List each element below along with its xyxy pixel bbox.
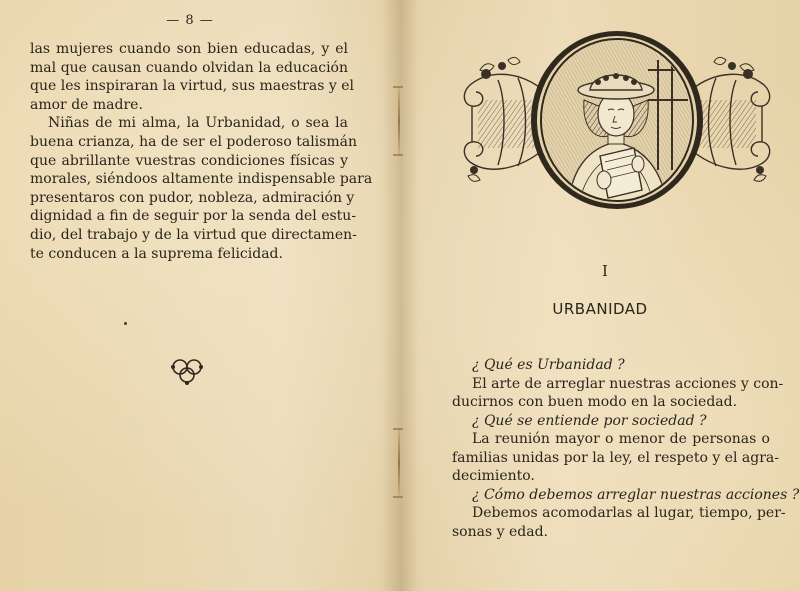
text-line: presentaros con pudor, nobleza, admiración y: [30, 189, 355, 206]
text-line: las mujeres cuando son bien educadas, y el: [30, 41, 348, 57]
text-line: morales, siéndoos altamente indispensable para: [30, 171, 373, 188]
qa-item: [452, 412, 779, 486]
text-line: Debemos acomodarlas al lugar, tiempo, per-: [472, 505, 786, 521]
text-line: dignidad a fin de seguir por la senda del estu-: [30, 208, 357, 225]
text-line: te conducen a la suprema felicidad.: [30, 245, 283, 262]
right-page: [400, 0, 800, 591]
qa-item: [452, 486, 800, 542]
text-line: amor de madre.: [30, 96, 143, 113]
page-number: — 8 —: [166, 13, 214, 28]
text-line: mal que causan cuando olvidan la educación: [30, 59, 348, 76]
answer: [452, 430, 779, 486]
question: ¿ Qué se entiende por sociedad ?: [472, 412, 707, 429]
text-line: que les inspiraran la virtud, sus maestras y el: [30, 78, 354, 95]
left-page: [0, 0, 390, 591]
text-line: que abrillante vuestras condiciones físicas y: [30, 152, 348, 169]
question: ¿ Qué es Urbanidad ?: [472, 357, 625, 373]
answer: [452, 504, 786, 541]
qa-item: [452, 356, 784, 412]
answer: [452, 375, 784, 412]
paragraph: [30, 40, 354, 114]
text-line: Niñas de mi alma, la Urbanidad, o sea la: [48, 115, 348, 132]
paper-speck: [124, 322, 127, 325]
girl-reading-book-illustration-icon: [458, 30, 776, 214]
text-line: familias unidas por la ley, el respeto y el agra-: [452, 449, 779, 466]
text-line: ducirnos con buen modo en la sociedad.: [452, 394, 738, 410]
chapter-number: I: [602, 262, 608, 280]
text-line: buena crianza, ha de ser el poderoso talismán: [30, 133, 357, 150]
question: ¿ Cómo debemos arreglar nuestras acciones ?: [472, 486, 800, 503]
text-line: sonas y edad.: [452, 523, 548, 540]
qa-section: [452, 356, 800, 541]
triple-ring-ornament-icon: [168, 356, 206, 392]
left-page-body: [30, 40, 373, 263]
text-line: dio, del trabajo y de la virtud que directamen-: [30, 226, 357, 243]
chapter-title: URBANIDAD: [552, 300, 648, 318]
text-line: decimiento.: [452, 468, 535, 484]
paragraph: [30, 114, 373, 263]
text-line: El arte de arreglar nuestras acciones y con-: [472, 375, 784, 392]
text-line: La reunión mayor o menor de personas o: [472, 431, 770, 447]
